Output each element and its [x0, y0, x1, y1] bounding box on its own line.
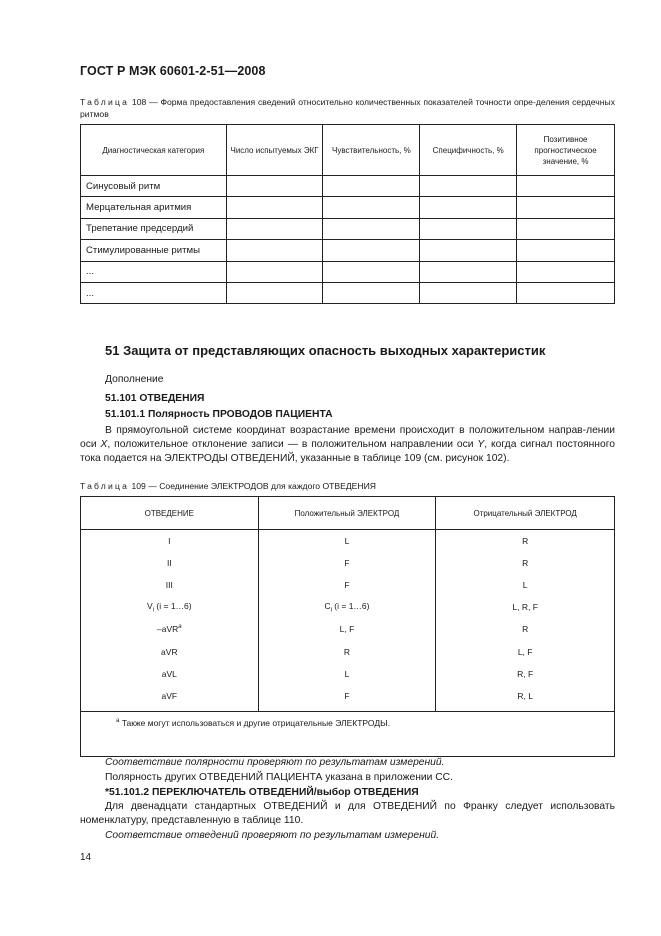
row-label: Мерцательная аритмия — [81, 197, 227, 218]
positive-electrode-cell — [258, 596, 436, 618]
caption-label: Таблица — [80, 97, 130, 107]
column-header: Позитивное прогностическое значение, % — [517, 125, 615, 176]
polarity-paragraph — [80, 424, 615, 466]
column-header: Положительный ЭЛЕКТРОД — [258, 497, 436, 530]
positive-electrode-cell: L — [258, 530, 436, 553]
row-label: Синусовый ритм — [81, 176, 227, 197]
lead-cell: aVF — [81, 685, 259, 712]
lead-text: V — [147, 600, 153, 611]
table-row — [81, 261, 615, 282]
nomenclature-paragraph: Для двенадцати стандартных ОТВЕДЕНИЙ и для ОТВЕДЕНИЙ по Франку следует использовать номенклатуру, представленную в таблице 110. — [80, 801, 615, 826]
column-header: Чувствительность, % — [323, 125, 420, 176]
paragraph-text: В прямоугольной системе координат возрастание времени происходит в положительном направ-лении оси — [80, 425, 615, 450]
table-108-caption — [80, 96, 615, 120]
subsubsection-heading: 51.101.1 Полярность ПРОВОДОВ ПАЦИЕНТА — [105, 409, 333, 420]
negative-electrode-cell: L — [436, 574, 615, 596]
lead-cell: III — [81, 574, 259, 596]
negative-electrode-cell: R, F — [436, 663, 615, 685]
paragraph-text: , когда сигнал постоянного тока подается на ЭЛЕКТРОДЫ ОТВЕДЕНИЙ, указанные в таблице 109 (см. рисунок 102). — [80, 439, 615, 464]
table-109-caption — [80, 480, 615, 492]
lead-range: (i = 1…6) — [154, 600, 192, 611]
document-header: ГОСТ Р МЭК 60601-2-51—2008 — [80, 64, 266, 78]
lead-cell: II — [81, 552, 259, 574]
footnote-text: Также могут использоваться и другие отрицательные ЭЛЕКТРОДЫ. — [119, 717, 390, 728]
positive-electrode-cell: L, F — [258, 618, 436, 640]
row-label: ... — [81, 261, 227, 282]
negative-electrode-cell: L, F — [436, 640, 615, 662]
table-row — [81, 640, 615, 662]
table-row — [81, 596, 615, 618]
compliance-statement: Соответствие полярности проверяют по результатам измерений. — [105, 757, 445, 768]
footnote-mark: a — [116, 717, 120, 724]
positive-electrode-cell: L — [258, 663, 436, 685]
subscript: i — [152, 607, 155, 614]
table-109 — [80, 496, 615, 757]
table-row — [81, 176, 615, 197]
lead-cell: I — [81, 530, 259, 553]
lead-cell: aVL — [81, 663, 259, 685]
column-header: Специфичность, % — [420, 125, 517, 176]
column-header: Отрицательный ЭЛЕКТРОД — [436, 497, 615, 530]
subsubsection-heading: *51.101.2 ПЕРЕКЛЮЧАТЕЛЬ ОТВЕДЕНИЙ/выбор ОТВЕДЕНИЯ — [105, 787, 419, 798]
subscript: i — [330, 607, 332, 614]
axis-y: Y — [477, 439, 485, 450]
positive-electrode-cell: F — [258, 552, 436, 574]
table-row — [81, 663, 615, 685]
column-header: Диагностическая категория — [81, 125, 227, 176]
row-label: ... — [81, 282, 227, 303]
compliance-statement: Соответствие отведений проверяют по результатам измерений. — [105, 830, 440, 841]
row-label: Трепетание предсердий — [81, 218, 227, 239]
table-footnote-row — [81, 711, 615, 756]
lead-cell — [81, 596, 259, 618]
lead-text: –aVR — [157, 624, 179, 635]
negative-electrode-cell: R — [436, 530, 615, 553]
electrode-range: (i = 1…6) — [331, 600, 370, 611]
table-row — [81, 530, 615, 553]
table-row — [81, 618, 615, 640]
caption-text: 109 — Соединение ЭЛЕКТРОДОВ для каждого ОТВЕДЕНИЯ — [129, 481, 377, 491]
paragraph-text: , положительное отклонение записи — в положительном направлении оси — [107, 439, 478, 450]
table-row — [81, 574, 615, 596]
section-title: 51 Защита от представляющих опасность выходных характеристик — [105, 343, 546, 358]
column-header: Число испытуемых ЭКГ — [226, 125, 323, 176]
positive-electrode-cell: F — [258, 685, 436, 712]
caption-text: 108 — Форма предоставления сведений относительно количественных показателей точности опре-деления сердечных ритмов — [80, 97, 615, 119]
row-label: Стимулированные ритмы — [81, 240, 227, 261]
negative-electrode-cell: R — [436, 552, 615, 574]
table-footnote — [81, 711, 615, 756]
reference-line: Полярность других ОТВЕДЕНИЙ ПАЦИЕНТА указана в приложении СС. — [105, 772, 453, 783]
axis-x: X — [100, 439, 108, 450]
table-row — [81, 282, 615, 303]
lead-cell — [81, 618, 259, 640]
table-108 — [80, 124, 615, 304]
negative-electrode-cell: R, L — [436, 685, 615, 712]
table-row — [81, 552, 615, 574]
table-row — [81, 197, 615, 218]
lead-cell: aVR — [81, 640, 259, 662]
section-intro: Дополнение — [105, 374, 164, 385]
electrode-text: C — [324, 600, 331, 611]
caption-label: Таблица — [80, 481, 130, 491]
column-header: ОТВЕДЕНИЕ — [81, 497, 259, 530]
table-row — [81, 240, 615, 261]
page-number: 14 — [80, 852, 92, 863]
positive-electrode-cell: F — [258, 574, 436, 596]
footnote-ref: a — [178, 624, 182, 631]
subsection-heading: 51.101 ОТВЕДЕНИЯ — [105, 393, 205, 404]
positive-electrode-cell: R — [258, 640, 436, 662]
negative-electrode-cell: L, R, F — [436, 596, 615, 618]
table-row — [81, 685, 615, 712]
negative-electrode-cell: R — [436, 618, 615, 640]
table-row — [81, 218, 615, 239]
